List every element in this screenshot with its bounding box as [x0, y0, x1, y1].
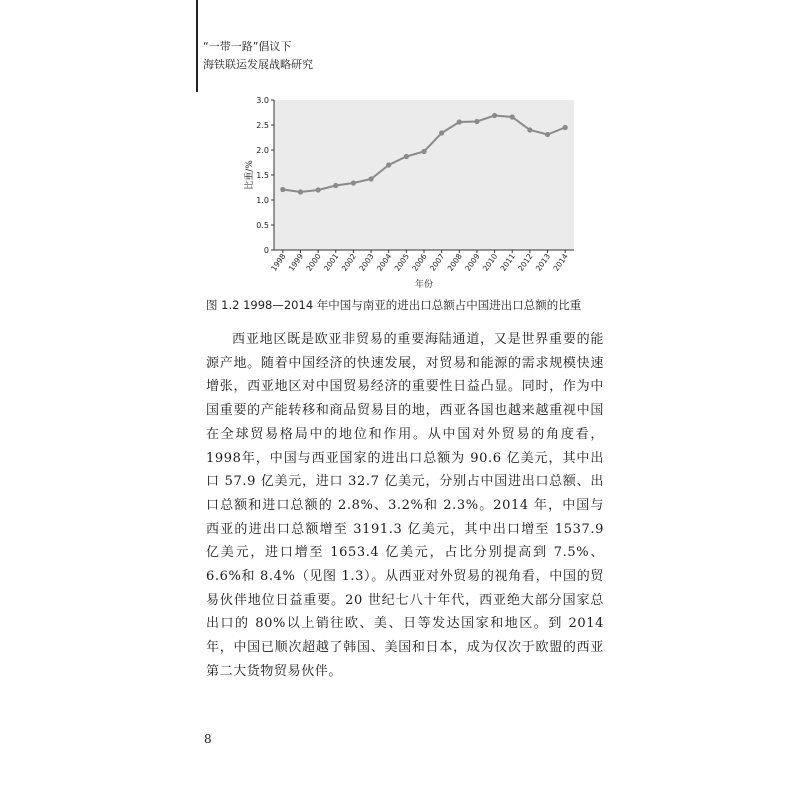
data-point — [404, 154, 409, 159]
y-tick-label: 1.5 — [256, 171, 269, 180]
x-tick-label: 2001 — [322, 251, 341, 273]
x-tick-label: 2008 — [445, 251, 464, 273]
header-rule — [196, 0, 198, 92]
series-title: “一带一路”倡议下 — [203, 40, 292, 53]
y-axis-title: 比重/% — [245, 160, 255, 190]
y-tick-label: 1.0 — [256, 196, 269, 205]
x-tick-label: 2007 — [427, 251, 447, 273]
x-tick-label: 2005 — [392, 251, 411, 273]
data-point — [457, 119, 462, 124]
x-tick-label: 1999 — [286, 251, 306, 273]
x-tick-label: 2000 — [304, 251, 323, 273]
page-number: 8 — [204, 732, 212, 746]
x-tick-label: 2012 — [516, 251, 535, 273]
y-tick-label: 0 — [263, 246, 269, 255]
figure-caption: 图 1.2 1998—2014 年中国与南亚的进出口总额占中国进出口总额的比重 — [206, 298, 582, 312]
data-point — [351, 180, 356, 185]
x-tick-label: 1998 — [269, 251, 288, 273]
data-point — [386, 162, 391, 167]
data-point — [368, 176, 373, 181]
data-point — [492, 113, 497, 118]
x-axis-title: 年份 — [414, 280, 434, 290]
data-point — [474, 119, 479, 124]
y-tick-label: 2.5 — [256, 121, 269, 130]
y-tick-label: 0.5 — [256, 221, 269, 230]
data-point — [510, 114, 515, 119]
data-point — [333, 183, 338, 188]
line-chart — [244, 90, 574, 290]
book-title: 海铁联运发展战略研究 — [203, 58, 313, 71]
y-tick-label: 3.0 — [256, 96, 269, 105]
x-tick-label: 2014 — [551, 251, 570, 273]
x-tick-label: 2006 — [410, 251, 429, 273]
x-tick-label: 2003 — [357, 251, 376, 273]
data-point — [563, 125, 568, 130]
y-tick-label: 2.0 — [256, 146, 269, 155]
data-point — [421, 149, 426, 154]
x-tick-label: 2002 — [339, 251, 359, 273]
data-point — [316, 187, 321, 192]
plot-area — [274, 100, 574, 250]
x-tick-label: 2009 — [463, 251, 482, 273]
data-point — [280, 187, 285, 192]
data-point — [439, 130, 444, 135]
body-paragraph: 西亚地区既是欧亚非贸易的重要海陆通道，又是世界重要的能源产地。随着中国经济的快速发展，对贸易和能源的需求规模快速增张，西亚地区对中国贸易经济的重要性日益凸显。同时，作为中国重要的产能转移和商品贸易目的地，西亚各国也越来越重视中国在全球贸易格局中的地位和作用。从中国对外贸易的角度看，1998年，中国与西亚国家的进出口总额为 90.6 亿美元，其中出口 57.9 亿美元，进口 32.7 亿美元，分别占中国进出口总额、出口总额和进口总额的 2.8%、3.2%和 2.3%。2014 年，中国与西亚的进出口总额增至 3191.3 亿美元，其中出口增至 1537.9 亿美元，进口增至 1653.4 亿美元，占比分别提高到 7.5%、6.6%和 8.4%（见图 1.3）。从西亚对外贸易的视角看，中国的贸易伙伴地位日益重要。20 世纪七八十年代，西亚绝大部分国家总出口的 80%以上销往欧、美、日等发达国家和地区。到 2014 年，中国已顺次超越了韩国、美国和日本，成为仅次于欧盟的西亚第二大货物贸易伙伴。 — [206, 332, 604, 679]
x-tick-label: 2010 — [480, 251, 500, 273]
x-tick-label: 2011 — [498, 251, 517, 273]
data-point — [298, 189, 303, 194]
chart-canvas — [244, 90, 574, 290]
x-tick-label: 2013 — [533, 251, 553, 273]
data-point — [527, 127, 532, 132]
x-tick-label: 2004 — [375, 251, 394, 273]
data-point — [545, 132, 550, 137]
